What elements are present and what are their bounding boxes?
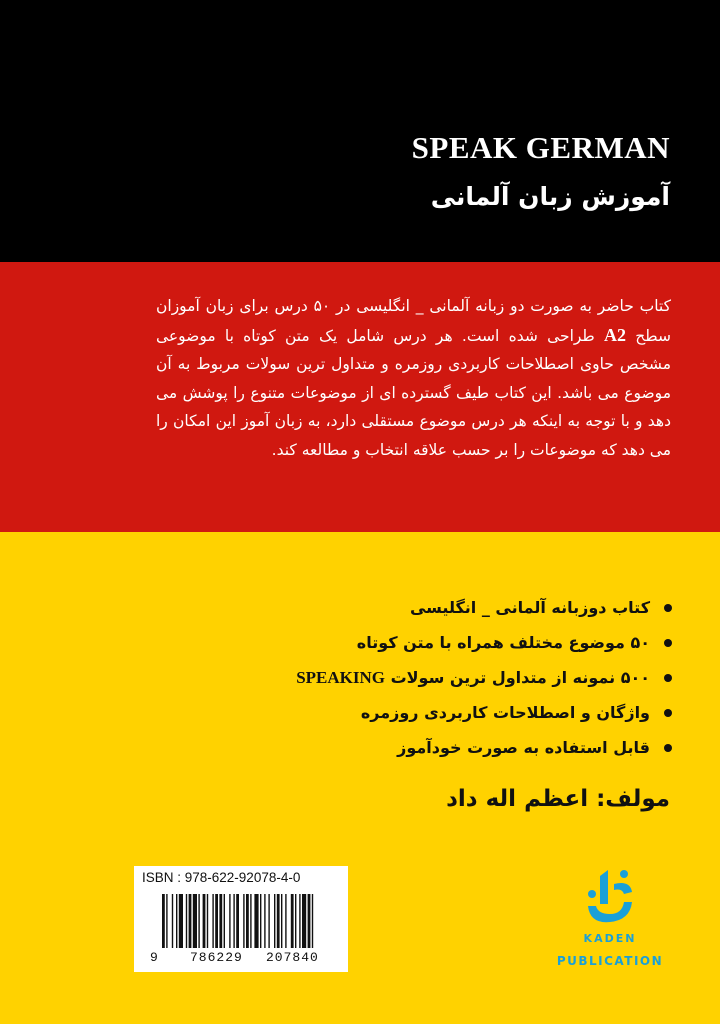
barcode-bar [166, 894, 167, 948]
barcode-digits-left: 786229 [190, 950, 243, 965]
kaden-logo-icon [580, 866, 640, 930]
feature-text-english: SPEAKING [296, 668, 385, 687]
barcode-bar [254, 894, 258, 948]
barcode-bar [302, 894, 306, 948]
barcode-bar [215, 894, 218, 948]
barcode-bar [243, 894, 244, 948]
feature-list [242, 590, 672, 765]
feature-item [242, 730, 672, 765]
book-description [156, 292, 671, 464]
barcode-bar [176, 894, 177, 948]
barcode-bar [212, 894, 213, 948]
barcode-bar [281, 894, 282, 948]
feature-text: ۵۰ موضوع مختلف همراه با متن کوتاه [356, 633, 650, 652]
description-part-2: طراحی شده است. هر درس شامل یک متن کوتاه با موضوعی مشخص حاوی اصطلاحات کاربردی روزمره و متداول ترین سولات مربوط به آن موضوع می باشد. این کتاب طیف گسترده ای از موضوعات متنوع را پوشش می دهد و با توجه به اینکه هر درس موضوع مستقلی دارد، به زبان آموز این امکان را می دهد که موضوعات را بر حسب علاقه انتخاب و مطالعه کند. [156, 326, 671, 459]
barcode-bar [264, 894, 265, 948]
barcode-bar [308, 894, 311, 948]
bullet-icon [664, 709, 672, 717]
barcode-bar [172, 894, 173, 948]
title-persian: آموزش زبان آلمانی [430, 182, 670, 211]
barcode-bar [260, 894, 261, 948]
barcode-bar [250, 894, 251, 948]
bullet-icon [664, 639, 672, 647]
level-badge: A2 [604, 324, 627, 345]
barcode-bar [189, 894, 192, 948]
publisher-name-line1: KADEN [583, 932, 637, 945]
description-part-1: کتاب حاضر به صورت دو زبانه آلمانی _ انگلیسی در ۵۰ درس برای زبان آموزان سطح [156, 297, 671, 345]
isbn-barcode [134, 866, 348, 972]
barcode-bar [312, 894, 313, 948]
feature-text: واژگان و اصطلاحات کاربردی روزمره [360, 703, 650, 722]
barcode-digit-lead: 9 [150, 950, 158, 965]
barcode-bar [224, 894, 225, 948]
feature-item [242, 695, 672, 730]
barcode-digits-right: 207840 [266, 950, 319, 965]
feature-text: قابل استفاده به صورت خودآموز [397, 738, 650, 757]
barcode-bar [203, 894, 206, 948]
barcode-bar [229, 894, 230, 948]
publisher-name-line2: PUBLICATION [556, 954, 664, 968]
barcode-bar [285, 894, 286, 948]
author-credit: مولف: اعظم اله داد [446, 786, 670, 812]
barcode-bar [299, 894, 300, 948]
barcode-bar [207, 894, 208, 948]
barcode-bar [162, 894, 165, 948]
bullet-icon [664, 674, 672, 682]
barcode-bar [236, 894, 239, 948]
barcode-bar [198, 894, 199, 948]
feature-item [242, 660, 672, 695]
barcode-bar [193, 894, 197, 948]
barcode-bar [291, 894, 294, 948]
barcode-bar [219, 894, 222, 948]
bullet-icon [664, 744, 672, 752]
bullet-icon [664, 604, 672, 612]
barcode-bar [179, 894, 183, 948]
barcode-bar [268, 894, 269, 948]
barcode-bar [233, 894, 234, 948]
feature-item [242, 590, 672, 625]
feature-text: ۵۰۰ نمونه از متداول ترین سولات [390, 668, 650, 687]
publisher-logo [550, 866, 670, 976]
feature-item [242, 625, 672, 660]
title-english: SPEAK GERMAN [411, 130, 670, 165]
barcode-bar [186, 894, 187, 948]
feature-text: کتاب دوزبانه آلمانی _ انگلیسی [409, 598, 650, 617]
barcode-bar [274, 894, 275, 948]
barcode-bar [277, 894, 280, 948]
isbn-label: ISBN : 978-622-92078-4-0 [142, 870, 301, 885]
barcode-bar [246, 894, 249, 948]
barcode-bar [295, 894, 296, 948]
